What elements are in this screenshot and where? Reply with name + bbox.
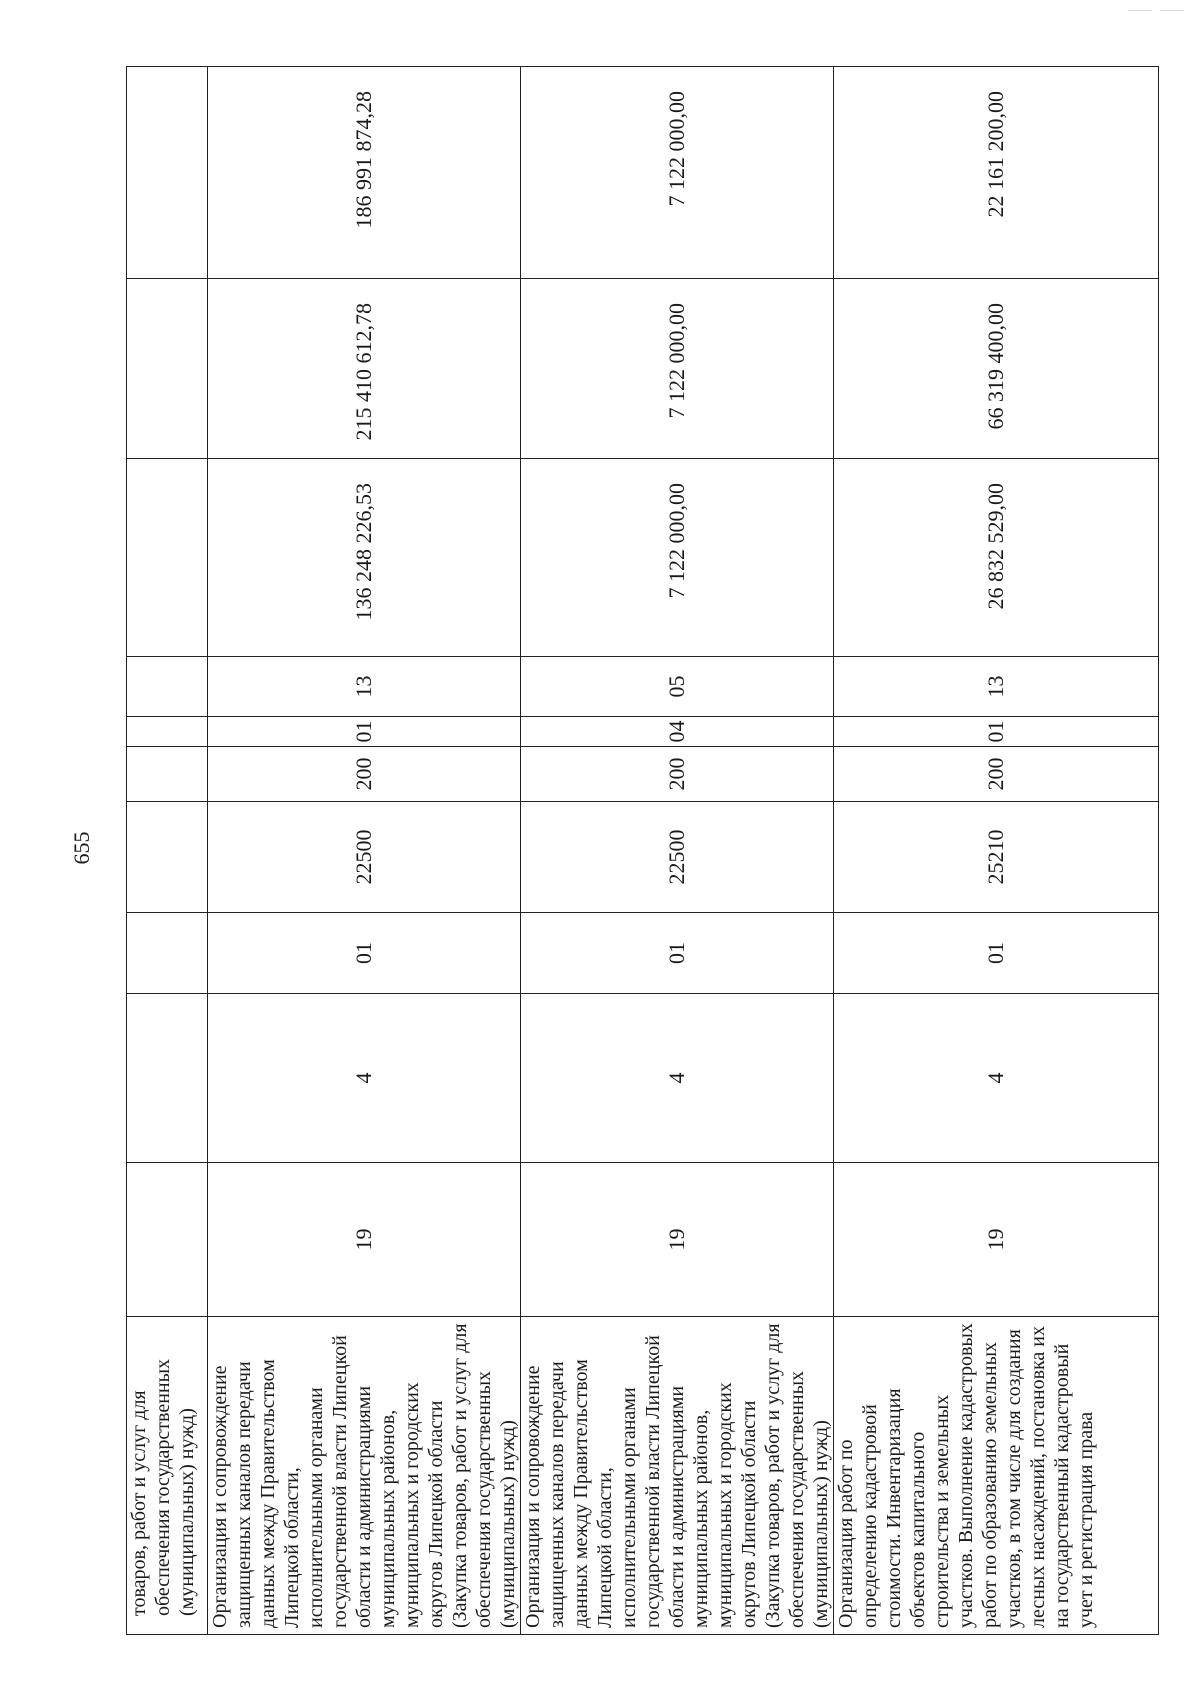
description-cell — [127, 1317, 208, 1635]
main-event-code-cell — [127, 913, 208, 994]
amount-year-2-cell: 66 319 400,00 — [834, 279, 1159, 459]
subprogram-code-cell: 4 — [208, 994, 521, 1163]
amount-year-1-cell: 26 832 529,00 — [834, 459, 1159, 657]
subprogram-code-cell — [127, 994, 208, 1163]
expense-type-cell: 200 — [521, 747, 834, 802]
description-text: Организация и сопровождение защищенных каналов передачи данных между Правительством Липецкой области, исполнительными органами государственной власти Липецкой области и администрациями муниципальных районов, муниципальных и городских округов Липецкой области (Закупка товаров, работ и услуг для обеспечения государственных (муниципальных) нужд) — [522, 1323, 832, 1628]
description-cell — [834, 1317, 1159, 1635]
rotated-page-content — [126, 67, 1097, 1635]
table-row — [127, 67, 208, 1635]
gp-code-cell: 19 — [208, 1163, 521, 1317]
gp-code-cell — [127, 1163, 208, 1317]
budget-table — [126, 66, 1159, 1635]
page-number: 655 — [69, 831, 94, 865]
table-row — [208, 67, 521, 1635]
description-cell — [208, 1317, 521, 1635]
expense-type-cell: 200 — [834, 747, 1159, 802]
description-text: Организация и сопровождение защищенных каналов передачи данных между Правительством Липецкой области, исполнительными органами государственной власти Липецкой области и администрациями муниципальных районов, муниципальных и городских округов Липецкой области (Закупка товаров, работ и услуг для обеспечения государственных (муниципальных) нужд) — [209, 1323, 519, 1628]
amount-year-1-cell: 7 122 000,00 — [521, 459, 834, 657]
description-cell — [521, 1317, 834, 1635]
direction-code-cell: 25210 — [834, 802, 1159, 913]
table-row — [834, 67, 1159, 1635]
amount-year-3-cell: 186 991 874,28 — [208, 67, 521, 279]
subsection-code-cell: 13 — [208, 657, 521, 717]
table-row — [521, 67, 834, 1635]
section-code-cell: 01 — [834, 717, 1159, 747]
amount-year-3-cell — [127, 67, 208, 279]
scan-artifact-line — [1128, 10, 1152, 11]
section-code-cell: 01 — [208, 717, 521, 747]
amount-year-2-cell: 7 122 000,00 — [521, 279, 834, 459]
subprogram-code-cell: 4 — [521, 994, 834, 1163]
amount-year-1-cell — [127, 459, 208, 657]
gp-code-cell: 19 — [834, 1163, 1159, 1317]
amount-year-2-cell — [127, 279, 208, 459]
description-text: товаров, работ и услуг для обеспечения государственных (муниципальных) нужд) — [128, 1358, 198, 1616]
expense-type-cell — [127, 747, 208, 802]
subprogram-code-cell: 4 — [834, 994, 1159, 1163]
section-code-cell — [127, 717, 208, 747]
main-event-code-cell: 01 — [834, 913, 1159, 994]
subsection-code-cell: 13 — [834, 657, 1159, 717]
amount-year-3-cell: 22 161 200,00 — [834, 67, 1159, 279]
expense-type-cell: 200 — [208, 747, 521, 802]
description-text: Организация работ по определению кадастровой стоимости. Инвентаризация объектов капитального строительства и земельных участков. Выполнение кадастровых работ по образованию земельных участков, в том числе для создания лесных насаждений, постановка их на государственный кадастровый учет и регистрация права — [835, 1323, 1097, 1628]
amount-year-3-cell: 7 122 000,00 — [521, 67, 834, 279]
subsection-code-cell — [127, 657, 208, 717]
scan-artifact-line — [1160, 10, 1184, 11]
amount-year-1-cell: 136 248 226,53 — [208, 459, 521, 657]
main-event-code-cell: 01 — [521, 913, 834, 994]
direction-code-cell: 22500 — [521, 802, 834, 913]
direction-code-cell: 22500 — [208, 802, 521, 913]
section-code-cell: 04 — [521, 717, 834, 747]
main-event-code-cell: 01 — [208, 913, 521, 994]
amount-year-2-cell: 215 410 612,78 — [208, 279, 521, 459]
subsection-code-cell: 05 — [521, 657, 834, 717]
gp-code-cell: 19 — [521, 1163, 834, 1317]
direction-code-cell — [127, 802, 208, 913]
